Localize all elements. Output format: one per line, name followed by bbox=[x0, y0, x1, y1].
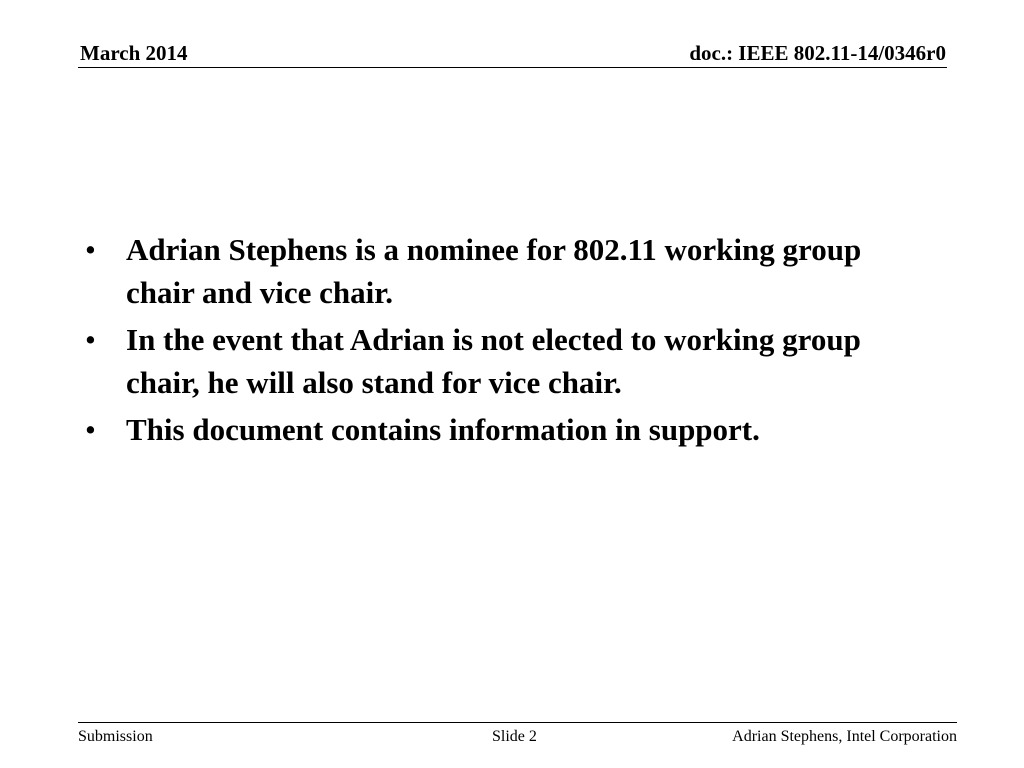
bullet-icon: • bbox=[85, 232, 96, 267]
bullet-item bbox=[85, 408, 885, 451]
bullet-item bbox=[85, 318, 885, 404]
bullet-item bbox=[85, 228, 885, 314]
bullet-list bbox=[85, 228, 885, 455]
footer-submission: Submission bbox=[78, 728, 153, 745]
footer-author: Adrian Stephens, Intel Corporation bbox=[732, 728, 957, 745]
bullet-text: Adrian Stephens is a nominee for 802.11 working group chair and vice chair. bbox=[126, 232, 862, 310]
bullet-icon: • bbox=[85, 412, 96, 447]
header-date: March 2014 bbox=[80, 41, 188, 65]
bullet-icon: • bbox=[85, 322, 96, 357]
bullet-text: In the event that Adrian is not elected to working group chair, he will also stand for vice chair. bbox=[126, 322, 861, 400]
bullet-text: This document contains information in support. bbox=[126, 412, 760, 447]
footer-slide-number: Slide 2 bbox=[492, 728, 537, 745]
footer-divider bbox=[78, 722, 957, 723]
header-doc-id: doc.: IEEE 802.11-14/0346r0 bbox=[689, 41, 946, 65]
header-divider bbox=[78, 67, 947, 68]
